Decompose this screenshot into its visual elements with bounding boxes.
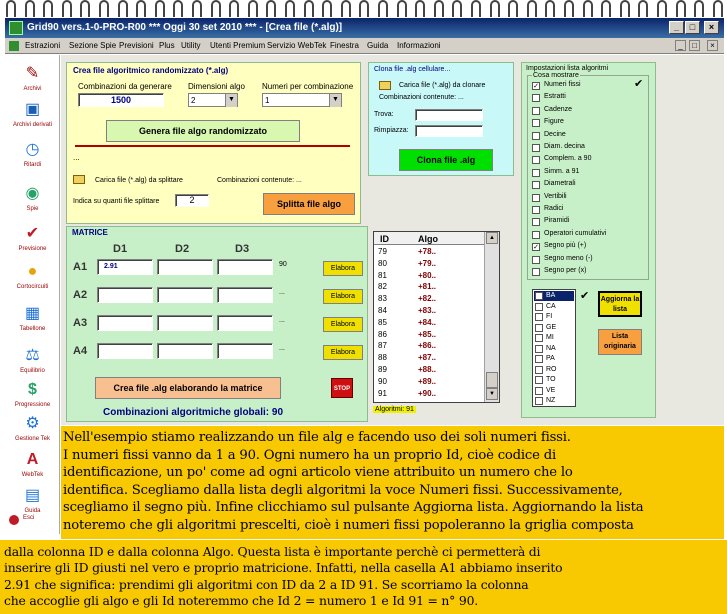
spiral-ring [490,0,500,17]
list-algo: +83.. [418,306,437,315]
num-select[interactable] [262,93,342,107]
wheel-checkbox[interactable] [535,376,543,384]
row-label: A4 [73,345,88,357]
list-row[interactable] [374,294,484,305]
list-row[interactable] [374,353,484,364]
list-id: 90 [378,376,387,386]
comb-label: Combinazioni da generare [78,82,172,91]
wheel-item[interactable] [534,333,574,343]
cell-d2[interactable] [157,315,213,331]
caption-line: scegliamo il segno più. Infine clicchiamo sul pulsante Aggiorna lista. Aggiornando la lista [63,500,644,516]
option-checkbox[interactable] [532,231,540,239]
menu-estrazioni[interactable]: Estrazioni [25,41,61,50]
option-label: Radici [544,205,564,212]
tool-progressione[interactable] [5,379,60,408]
row-label: A3 [73,317,88,329]
tool-spie[interactable] [5,183,60,212]
wheel-item[interactable] [534,312,574,322]
num-value: 1 [265,96,270,105]
spiral-ring [285,0,295,17]
app-icon [9,21,23,35]
spy-icon: ◉ [25,185,40,202]
random-header: Crea file algoritmico randomizzato (*.alg) [73,66,229,75]
option-checkbox[interactable] [532,181,540,189]
option-checkbox[interactable] [532,156,540,164]
split-label: Indica su quanti file splittare [73,198,160,205]
mdi-restore-button[interactable]: □ [689,40,700,51]
list-row[interactable] [374,365,484,376]
spiral-ring [118,0,128,17]
option-label: Diametrali [544,180,576,188]
list-row[interactable] [374,282,484,293]
row-trail: ... [279,345,285,352]
wheel-checkbox[interactable] [535,334,543,342]
list-id: 87 [378,341,387,351]
folder-icon: ▣ [24,101,41,118]
wheel-checkbox[interactable] [535,303,543,311]
wheel-item[interactable] [534,396,574,406]
list-row[interactable] [374,306,484,317]
menu-sezione-spie[interactable]: Sezione Spie [69,41,117,50]
generate-button[interactable]: Genera file algo randomizzato [106,120,300,142]
option-label: Figure [544,118,564,126]
wheel-checkbox[interactable] [535,397,543,405]
list-row[interactable] [374,259,484,270]
tool-archivi-derivati[interactable] [5,99,60,128]
settings-panel [521,62,656,418]
elabora-button[interactable]: Elabora [323,345,363,360]
spiral-ring [6,0,16,17]
scroll-thumb[interactable] [486,372,498,388]
clock-icon: ◷ [25,141,40,158]
cell-d2[interactable] [157,287,213,303]
tool-label: Archivi [23,86,42,92]
list-id: 91 [378,388,387,398]
clone-header: Clona file .alg cellulare... [374,66,451,73]
spiral-ring [192,0,202,17]
clone-button[interactable]: Clona file .alg [399,149,493,171]
option-label: Cadenze [544,105,573,113]
option-label: Segno più (+) [544,242,587,250]
list-algo: +79.. [418,258,437,268]
help-book-icon: ▤ [24,487,41,504]
elabora-button[interactable]: Elabora [323,289,363,304]
list-row[interactable] [374,318,484,329]
cell-d3[interactable] [217,259,273,275]
maximize-button[interactable]: □ [685,21,700,34]
dim-label: Dimensioni algo [188,82,245,91]
caption-line: noteremo che gli algoritmi prescelti, cioè i numeri fissi popoleranno la griglia composta [63,518,634,533]
elabora-button[interactable]: Elabora [323,261,363,276]
settings-header: Impostazioni lista algoritmi [526,65,609,72]
spiral-ring [99,0,109,17]
stop-button[interactable]: STOP [331,378,353,398]
menu-utility[interactable]: Utility [181,41,201,50]
wheel-item[interactable] [534,344,574,354]
tool-label: Archivi derivati [12,122,52,128]
option-label: Decine [544,130,566,138]
list-id: 84 [378,306,387,315]
menu-informazioni[interactable]: Informazioni [397,41,441,50]
spiral-ring [434,0,444,17]
wheel-checkbox[interactable] [535,324,543,332]
option-label: Piramidi [544,217,570,225]
spiral-ring [248,0,258,17]
tool-label: Ritardi [23,162,42,168]
spiral-ring [341,0,351,17]
option-label: Vertibili [544,192,567,200]
option-label: Complem. a 90 [544,155,592,163]
menu-plus[interactable]: Plus [159,41,175,50]
algo-list-header [374,232,484,245]
spiral-ring [564,0,574,17]
dim-value: 2 [191,96,196,105]
grid-icon: ▦ [24,305,41,322]
wheel-label: TO [546,376,556,383]
spiral-ring [136,0,146,17]
wheel-label: NA [546,344,556,352]
spiral-ring [545,0,555,17]
option-label: Segno meno (-) [544,254,593,262]
wheel-label: VE [546,386,556,394]
caption-bottom [0,540,727,614]
cell-d2[interactable] [157,259,213,275]
dollar-icon: $ [28,381,37,398]
caption-line: I numeri fissi vanno da 1 a 90. Ogni numero ha un proprio Id, cioè codice di [63,447,556,463]
tool-gestione-tek[interactable] [5,413,60,442]
find-label: Trova: [374,111,394,118]
spiral-ring [452,0,462,17]
spiral-ring [322,0,332,17]
row-trail: ... [279,317,285,324]
spiral-ring [676,0,686,17]
caption-line: Nell'esempio stiamo realizzando un file alg e facendo uso dei soli numeri fissi. [63,430,571,445]
open-folder-icon[interactable] [379,81,391,90]
wheel-label: CA [546,302,556,310]
elabora-button[interactable]: Elabora [323,317,363,332]
load-label: Carica file (*.alg) da splittare [95,177,183,184]
comb-input[interactable]: 1500 [78,93,164,107]
wheel-item[interactable] [534,323,574,333]
list-id: 79 [378,247,387,256]
option-label: Diam. decina [544,143,585,150]
minimize-button[interactable]: _ [669,21,684,34]
cell-d1[interactable]: 2.91 [97,259,153,275]
tool-guida[interactable] [5,485,60,514]
wheel-item[interactable] [534,365,574,375]
spiral-ring [620,0,630,17]
wheel-checkbox[interactable] [535,387,543,395]
algo-list[interactable] [373,231,500,403]
document-icon [9,41,19,51]
matrix-panel [66,226,368,422]
list-algo: +88.. [418,365,437,374]
list-row[interactable] [374,271,484,282]
list-id: 80 [378,258,387,268]
scroll-up-icon[interactable]: ▲ [486,232,498,244]
comb-contained: Combinazioni contenute: ... [217,177,302,184]
left-toolbar [5,55,60,534]
wheel-item[interactable] [534,386,574,396]
replace-label: Rimpiazza: [374,127,409,134]
list-row[interactable] [374,377,484,388]
list-id: 81 [378,270,387,280]
mdi-minimize-button[interactable]: _ [675,40,686,51]
list-algo: +85.. [418,329,437,339]
spiral-ring [43,0,53,17]
cell-d3[interactable] [217,343,273,359]
option-checkbox[interactable] [532,194,540,202]
algo-count: Algoritmi: 91 [375,406,414,413]
tool-label: WebTek [21,472,44,478]
wheel-checkbox[interactable] [535,292,543,300]
clone-load-label: Carica file (*.alg) da clonare [399,82,486,89]
option-checkbox[interactable] [532,256,540,264]
list-algo: +86.. [418,341,437,351]
spiral-ring [173,0,183,17]
menu-finestra[interactable]: Finestra [330,41,359,50]
checkmark-icon: ✔ [580,290,590,302]
spiral-ring [508,0,518,17]
menu-previsioni[interactable]: Previsioni [119,41,154,50]
cell-d2[interactable] [157,343,213,359]
column-d1: D1 [113,243,128,255]
spiral-ring [694,0,704,17]
clipboard-icon: ✔ [25,225,40,242]
replace-input[interactable] [415,125,483,137]
list-row[interactable] [374,341,484,352]
close-button[interactable]: × [704,21,719,34]
original-list-button[interactable]: Lista originaria [598,329,642,355]
caption-top [61,426,724,539]
caption-line: che accoglie gli algo e gli Id noteremmo che Id 2 = numero 1 e Id 91 = n° 90. [4,593,479,609]
tool-webtek[interactable] [5,449,60,478]
random-panel [66,62,361,224]
checkmark-icon: ✔ [634,78,644,90]
list-id: 83 [378,294,387,304]
spiral-ring [527,0,537,17]
tool-label: Progressione [14,402,51,408]
list-row[interactable] [374,247,484,258]
list-algo: +81.. [418,282,437,292]
option-checkbox[interactable] [532,94,540,102]
menu-utenti-premium[interactable]: Utenti Premium [210,41,266,50]
list-row[interactable] [374,330,484,341]
pencil-icon: ✎ [25,65,40,82]
list-algo: +80.. [418,270,437,280]
matrix-header: MATRICE [72,228,108,237]
wheel-item[interactable] [534,354,574,364]
row-label: A2 [73,289,88,301]
spiral-ring [62,0,72,17]
option-checkbox[interactable] [532,107,540,115]
list-algo: +89.. [418,376,437,386]
chevron-down-icon: ▼ [329,94,341,107]
tool-tabellone[interactable] [5,303,60,332]
gear-icon: ⚙ [25,415,40,432]
cell-d1[interactable] [97,315,153,331]
spiral-ring [378,0,388,17]
cell-d1[interactable] [97,287,153,303]
split-input[interactable]: 2 [175,194,209,207]
dim-select[interactable] [188,93,238,107]
wheels-list[interactable] [532,289,576,407]
col-algo-header: Algo [418,234,438,244]
cell-d3[interactable] [217,287,273,303]
cell-d3[interactable] [217,315,273,331]
menu-guida[interactable]: Guida [367,41,389,50]
update-list-button[interactable]: Aggiorna la lista [598,291,642,317]
menu-servizio-webtek[interactable]: Servizio WebTek [267,41,327,50]
caption-line: dalla colonna ID e dalla colonna Algo. Questa lista è importante perchè ci permetterà di [4,544,541,559]
list-algo: +90.. [418,388,437,398]
separator [75,145,350,147]
global-combinations: Combinazioni algoritmiche globali: 90 [103,407,284,418]
option-checkbox[interactable] [532,206,540,214]
option-checkbox[interactable] [532,132,540,140]
list-algo: +78.. [418,247,437,256]
wheel-label: GE [546,323,557,331]
caption-line: 2.91 che significa: prendimi gli algoritmi con ID da 2 a ID 91. Se scorriamo la colonna [4,576,529,592]
spiral-ring [80,0,90,17]
option-checkbox[interactable] [532,218,540,226]
caption-line: identifica. Scegliamo dalla lista degli algoritmi la voce Numeri fissi. Successivamente, [63,482,623,498]
exit-icon [9,515,19,525]
wheel-item[interactable] [534,375,574,385]
spiral-ring [583,0,593,17]
find-input[interactable] [415,109,483,121]
caption-line: inserire gli ID giusti nel vero e proprio matricione. Infatti, nella casella A1 abbiamo inserito [4,560,563,576]
scroll-down-icon[interactable]: ▼ [486,388,498,400]
option-label: Segno per (x) [544,267,587,274]
tool-ritardi[interactable] [5,139,60,168]
open-folder-icon[interactable] [73,175,85,184]
column-d2: D2 [175,243,190,255]
wheel-checkbox[interactable] [535,345,543,353]
col-id-header: ID [380,234,389,244]
tool-label: Esci [23,515,35,521]
spiral-ring [155,0,165,17]
list-id: 85 [378,317,387,327]
clone-panel [368,62,514,176]
option-label: Numeri fissi [544,81,581,88]
row-trail: 90 [279,261,287,268]
cell-d1[interactable] [97,343,153,359]
list-algo: +84.. [418,317,437,327]
tool-label: Guida [24,508,41,514]
wheel-item[interactable] [534,302,574,312]
wheel-label: FI [546,313,553,320]
spiral-ring [25,0,35,17]
split-button[interactable]: Splitta file algo [263,193,355,215]
tool-label: Previsione [18,246,47,252]
mdi-close-button[interactable]: × [707,40,718,51]
tool-archivi[interactable] [5,63,60,92]
wheel-checkbox[interactable] [535,313,543,321]
spiral-ring [397,0,407,17]
spiral-ring [471,0,481,17]
option-checkbox[interactable] [532,169,540,177]
caption-line: identificazione, un po' come ad ogni articolo viene attribuito un numero che lo [63,465,573,481]
wheel-label: BA [546,292,556,299]
spiral-ring [601,0,611,17]
list-id: 89 [378,365,387,374]
clone-comb-contained: Combinazioni contenute: ... [379,94,464,101]
spiral-ring [359,0,369,17]
title-bar [5,18,724,38]
option-label: Operatori cumulativi [544,229,607,237]
option-checkbox[interactable]: ✓ [533,83,539,90]
list-row[interactable] [374,389,484,400]
list-algo: +82.. [418,294,437,304]
list-id: 86 [378,329,387,339]
option-checkbox[interactable] [532,268,540,276]
tool-cortocircuiti[interactable] [5,261,60,290]
spiral-binding [0,0,727,18]
wheel-label: NZ [546,397,556,404]
spiral-ring [415,0,425,17]
spiral-ring [304,0,314,17]
option-checkbox[interactable] [532,119,540,127]
spiral-ring [266,0,276,17]
spiral-ring [229,0,239,17]
tool-label: Tabellone [19,326,46,332]
wheel-checkbox[interactable] [535,366,543,374]
tool-previsione[interactable] [5,223,60,252]
menu-bar [5,38,724,54]
option-label: Simm. a 91 [544,167,580,175]
wheel-item[interactable] [534,291,574,301]
option-checkbox[interactable]: ✓ [533,244,539,252]
spiral-ring [211,0,221,17]
row-trail: ... [279,289,285,296]
tool-label: Equilibrio [20,368,45,374]
chevron-down-icon: ▼ [225,94,237,107]
scale-icon: ⚖ [25,347,40,364]
wheel-checkbox[interactable] [535,355,543,363]
option-checkbox[interactable] [532,144,540,152]
tool-esci[interactable] [23,515,53,521]
spiral-ring [638,0,648,17]
option-label: Estratti [544,93,566,101]
column-d3: D3 [235,243,250,255]
tool-equilibrio[interactable] [5,345,60,374]
scrollbar[interactable] [484,232,499,402]
window-title: Grid90 vers.1-0-PRO-R00 *** Oggi 30 set 2010 *** - [Crea file (*.alg)] [27,22,343,33]
list-id: 88 [378,353,387,363]
num-label: Numeri per combinazione [262,82,354,91]
wheel-label: MI [546,334,554,341]
tool-label: Gestione Tek [15,436,50,442]
wheel-label: PA [546,355,555,362]
ellipsis-text: ... [73,153,80,162]
wheel-label: RO [546,365,557,373]
spiral-ring [713,0,723,17]
create-alg-button[interactable]: Crea file .alg elaborando la matrice [95,377,281,399]
list-id: 82 [378,282,387,292]
list-algo: +87.. [418,353,437,363]
spiral-ring [657,0,667,17]
lightbulb-icon: ● [27,263,38,280]
tool-label: Cortocircuiti [16,284,49,290]
tool-label: Spie [26,206,39,212]
row-label: A1 [73,261,88,273]
webtek-icon: A [26,451,39,468]
options-group-label: Cosa mostrare [533,72,579,79]
